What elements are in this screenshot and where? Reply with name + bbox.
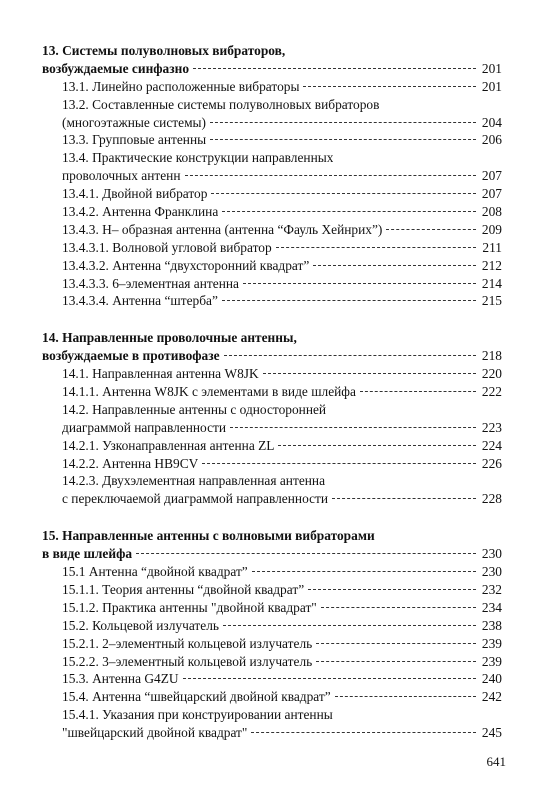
toc-page-number: 230 bbox=[481, 546, 502, 562]
toc-entry bbox=[42, 275, 502, 293]
toc-entry bbox=[42, 149, 502, 167]
toc-entry-title: 13.2. Составленные системы полуволновых вибраторов bbox=[62, 96, 380, 112]
toc-entry-title: 15.1.2. Практика антенны "двойной квадрат" bbox=[62, 599, 317, 615]
dot-leader bbox=[211, 193, 476, 194]
toc-entry-title: 13.4.2. Антенна Франклина bbox=[62, 204, 219, 220]
toc-entry-title: 14.2.1. Узконаправленная антенна ZL bbox=[62, 437, 275, 453]
toc-page-number: 201 bbox=[481, 78, 502, 94]
dot-leader bbox=[210, 122, 476, 123]
dot-leader bbox=[193, 68, 476, 69]
toc-entry-title: 13. Системы полуволновых вибраторов, bbox=[42, 43, 286, 58]
toc-page-number: 223 bbox=[481, 419, 502, 435]
toc-page-number: 224 bbox=[481, 437, 502, 453]
toc-entry bbox=[42, 455, 502, 473]
toc-entry-title: 14.1.1. Антенна W8JK с элементами в виде шлейфа bbox=[62, 384, 356, 400]
dot-leader bbox=[332, 498, 476, 499]
page-number: 641 bbox=[486, 754, 506, 769]
toc-entry bbox=[42, 257, 502, 275]
toc-page-number: 239 bbox=[481, 653, 502, 669]
toc-entry bbox=[42, 185, 502, 203]
toc-page-number: 242 bbox=[481, 689, 502, 705]
toc-page-number: 206 bbox=[481, 132, 502, 148]
dot-leader bbox=[386, 229, 476, 230]
toc-entry-title: 15.3. Антенна G4ZU bbox=[62, 671, 179, 687]
toc-chapter bbox=[42, 527, 502, 742]
toc-entry-title: 13.4.1. Двойной вибратор bbox=[62, 186, 208, 202]
dot-leader bbox=[136, 553, 476, 554]
toc-page-number: 212 bbox=[481, 257, 502, 273]
toc-page-number: 239 bbox=[481, 635, 502, 651]
toc-entry-title: 13.1. Линейно расположенные вибраторы bbox=[62, 78, 300, 94]
toc-entry bbox=[42, 490, 502, 508]
dot-leader bbox=[276, 247, 476, 248]
chapter-heading-line bbox=[42, 527, 502, 545]
toc-entry bbox=[42, 472, 502, 490]
toc-entry-title: 14.2.2. Антенна HB9CV bbox=[62, 455, 199, 471]
toc-entry-title: 14.2.3. Двухэлементная направленная антенна bbox=[62, 473, 326, 489]
toc-entry-title: возбуждаемые синфазно bbox=[42, 60, 190, 76]
toc-entry-title: 13.4.3.2. Антенна “двухсторонний квадрат” bbox=[62, 257, 310, 273]
toc-page-number: 220 bbox=[481, 366, 502, 382]
dot-leader bbox=[210, 139, 476, 140]
toc-entry bbox=[42, 653, 502, 671]
toc-page-number: 230 bbox=[481, 564, 502, 580]
toc-entry bbox=[42, 131, 502, 149]
toc-page-number: 226 bbox=[481, 455, 502, 471]
toc-page-number: 209 bbox=[481, 221, 502, 237]
toc-page-number: 215 bbox=[481, 293, 502, 309]
dot-leader bbox=[252, 571, 476, 572]
toc-entry-title: 13.4.3.3. 6–элементная антенна bbox=[62, 275, 239, 291]
toc-entry bbox=[42, 419, 502, 437]
toc-entry-title: в виде шлейфа bbox=[42, 546, 133, 562]
toc-page-number: 218 bbox=[481, 348, 502, 364]
dot-leader bbox=[335, 696, 476, 697]
chapter-heading-line bbox=[42, 60, 502, 78]
toc-entry bbox=[42, 78, 502, 96]
dot-leader bbox=[303, 86, 476, 87]
dot-leader bbox=[263, 373, 476, 374]
toc-entry-title: 15.2. Кольцевой излучатель bbox=[62, 617, 219, 633]
toc-entry-title: диаграммой направленности bbox=[62, 419, 227, 435]
toc-page-number: 204 bbox=[481, 114, 502, 130]
toc-chapter bbox=[42, 329, 502, 508]
toc-entry-title: "швейцарский двойной квадрат" bbox=[62, 725, 248, 741]
toc-entry-title: 13.3. Групповые антенны bbox=[62, 132, 207, 148]
dot-leader bbox=[278, 445, 476, 446]
dot-leader bbox=[230, 427, 476, 428]
dot-leader bbox=[321, 607, 476, 608]
toc-entry-title: 15.4.1. Указания при конструировании антенны bbox=[62, 707, 333, 723]
toc-entry bbox=[42, 239, 502, 257]
toc-chapter bbox=[42, 42, 502, 310]
toc-entry-title: 15.1 Антенна “двойной квадрат” bbox=[62, 564, 248, 580]
chapter-heading-line bbox=[42, 545, 502, 563]
toc-entry bbox=[42, 617, 502, 635]
dot-leader bbox=[360, 391, 476, 392]
toc-entry-title: 14. Направленные проволочные антенны, bbox=[42, 330, 297, 346]
toc-entry bbox=[42, 688, 502, 706]
toc-entry bbox=[42, 635, 502, 653]
toc-entry bbox=[42, 563, 502, 581]
toc-entry bbox=[42, 114, 502, 132]
toc-page-number: 208 bbox=[481, 204, 502, 220]
toc-entry bbox=[42, 292, 502, 310]
table-of-contents bbox=[42, 42, 502, 761]
toc-entry-title: 13.4. Практические конструкции направленных bbox=[62, 150, 334, 166]
dot-leader bbox=[308, 589, 476, 590]
toc-entry bbox=[42, 167, 502, 185]
toc-page-number: 222 bbox=[481, 384, 502, 400]
dot-leader bbox=[316, 643, 476, 644]
dot-leader bbox=[313, 265, 476, 266]
toc-page-number: 240 bbox=[481, 671, 502, 687]
dot-leader bbox=[202, 463, 476, 464]
toc-page-number: 238 bbox=[481, 617, 502, 633]
toc-entry bbox=[42, 724, 502, 742]
dot-leader bbox=[224, 355, 476, 356]
toc-entry-title: с переключаемой диаграммой направленности bbox=[62, 491, 329, 507]
toc-entry-title: (многоэтажные системы) bbox=[62, 114, 207, 130]
toc-page-number: 201 bbox=[481, 60, 502, 76]
dot-leader bbox=[316, 661, 476, 662]
toc-entry bbox=[42, 221, 502, 239]
toc-page-number: 207 bbox=[481, 168, 502, 184]
dot-leader bbox=[222, 211, 476, 212]
toc-entry bbox=[42, 96, 502, 114]
toc-entry bbox=[42, 203, 502, 221]
dot-leader bbox=[243, 283, 476, 284]
toc-page-number: 228 bbox=[481, 491, 502, 507]
toc-page-number: 245 bbox=[481, 725, 502, 741]
dot-leader bbox=[251, 732, 476, 733]
chapter-heading-line bbox=[42, 347, 502, 365]
toc-entry bbox=[42, 437, 502, 455]
toc-entry-title: 15. Направленные антенны с волновыми вибраторами bbox=[42, 528, 375, 544]
toc-page-number: 234 bbox=[481, 599, 502, 615]
toc-entry-title: 15.4. Антенна “швейцарский двойной квадрат” bbox=[62, 689, 331, 705]
toc-entry-title: 15.2.1. 2–элементный кольцевой излучатель bbox=[62, 635, 313, 651]
toc-entry-title: 15.1.1. Теория антенны “двойной квадрат” bbox=[62, 581, 305, 597]
chapter-heading-line bbox=[42, 329, 502, 347]
toc-entry bbox=[42, 706, 502, 724]
toc-page-number: 214 bbox=[481, 275, 502, 291]
toc-entry-title: 13.4.3.1. Волновой угловой вибратор bbox=[62, 239, 272, 255]
toc-entry-title: 13.4.3. Н– образная антенна (антенна “Фауль Хейнрих”) bbox=[62, 221, 383, 237]
toc-entry bbox=[42, 383, 502, 401]
toc-entry-title: 14.1. Направленная антенна W8JK bbox=[62, 366, 259, 382]
dot-leader bbox=[185, 175, 476, 176]
chapter-heading-line bbox=[42, 42, 502, 60]
toc-entry bbox=[42, 581, 502, 599]
toc-page-number: 207 bbox=[481, 186, 502, 202]
toc-entry bbox=[42, 670, 502, 688]
toc-entry-title: проволочных антенн bbox=[62, 168, 181, 184]
dot-leader bbox=[222, 300, 476, 301]
toc-entry-title: 15.2.2. 3–элементный кольцевой излучатель bbox=[62, 653, 313, 669]
toc-entry-title: 14.2. Направленные антенны с односторонней bbox=[62, 401, 327, 417]
toc-entry bbox=[42, 365, 502, 383]
toc-entry bbox=[42, 599, 502, 617]
toc-page-number: 232 bbox=[481, 581, 502, 597]
toc-entry-title: возбуждаемые в противофазе bbox=[42, 348, 220, 364]
toc-page-number: 211 bbox=[482, 239, 502, 255]
toc-entry bbox=[42, 401, 502, 419]
dot-leader bbox=[223, 625, 476, 626]
toc-entry-title: 13.4.3.4. Антенна “штерба” bbox=[62, 293, 218, 309]
dot-leader bbox=[183, 678, 476, 679]
